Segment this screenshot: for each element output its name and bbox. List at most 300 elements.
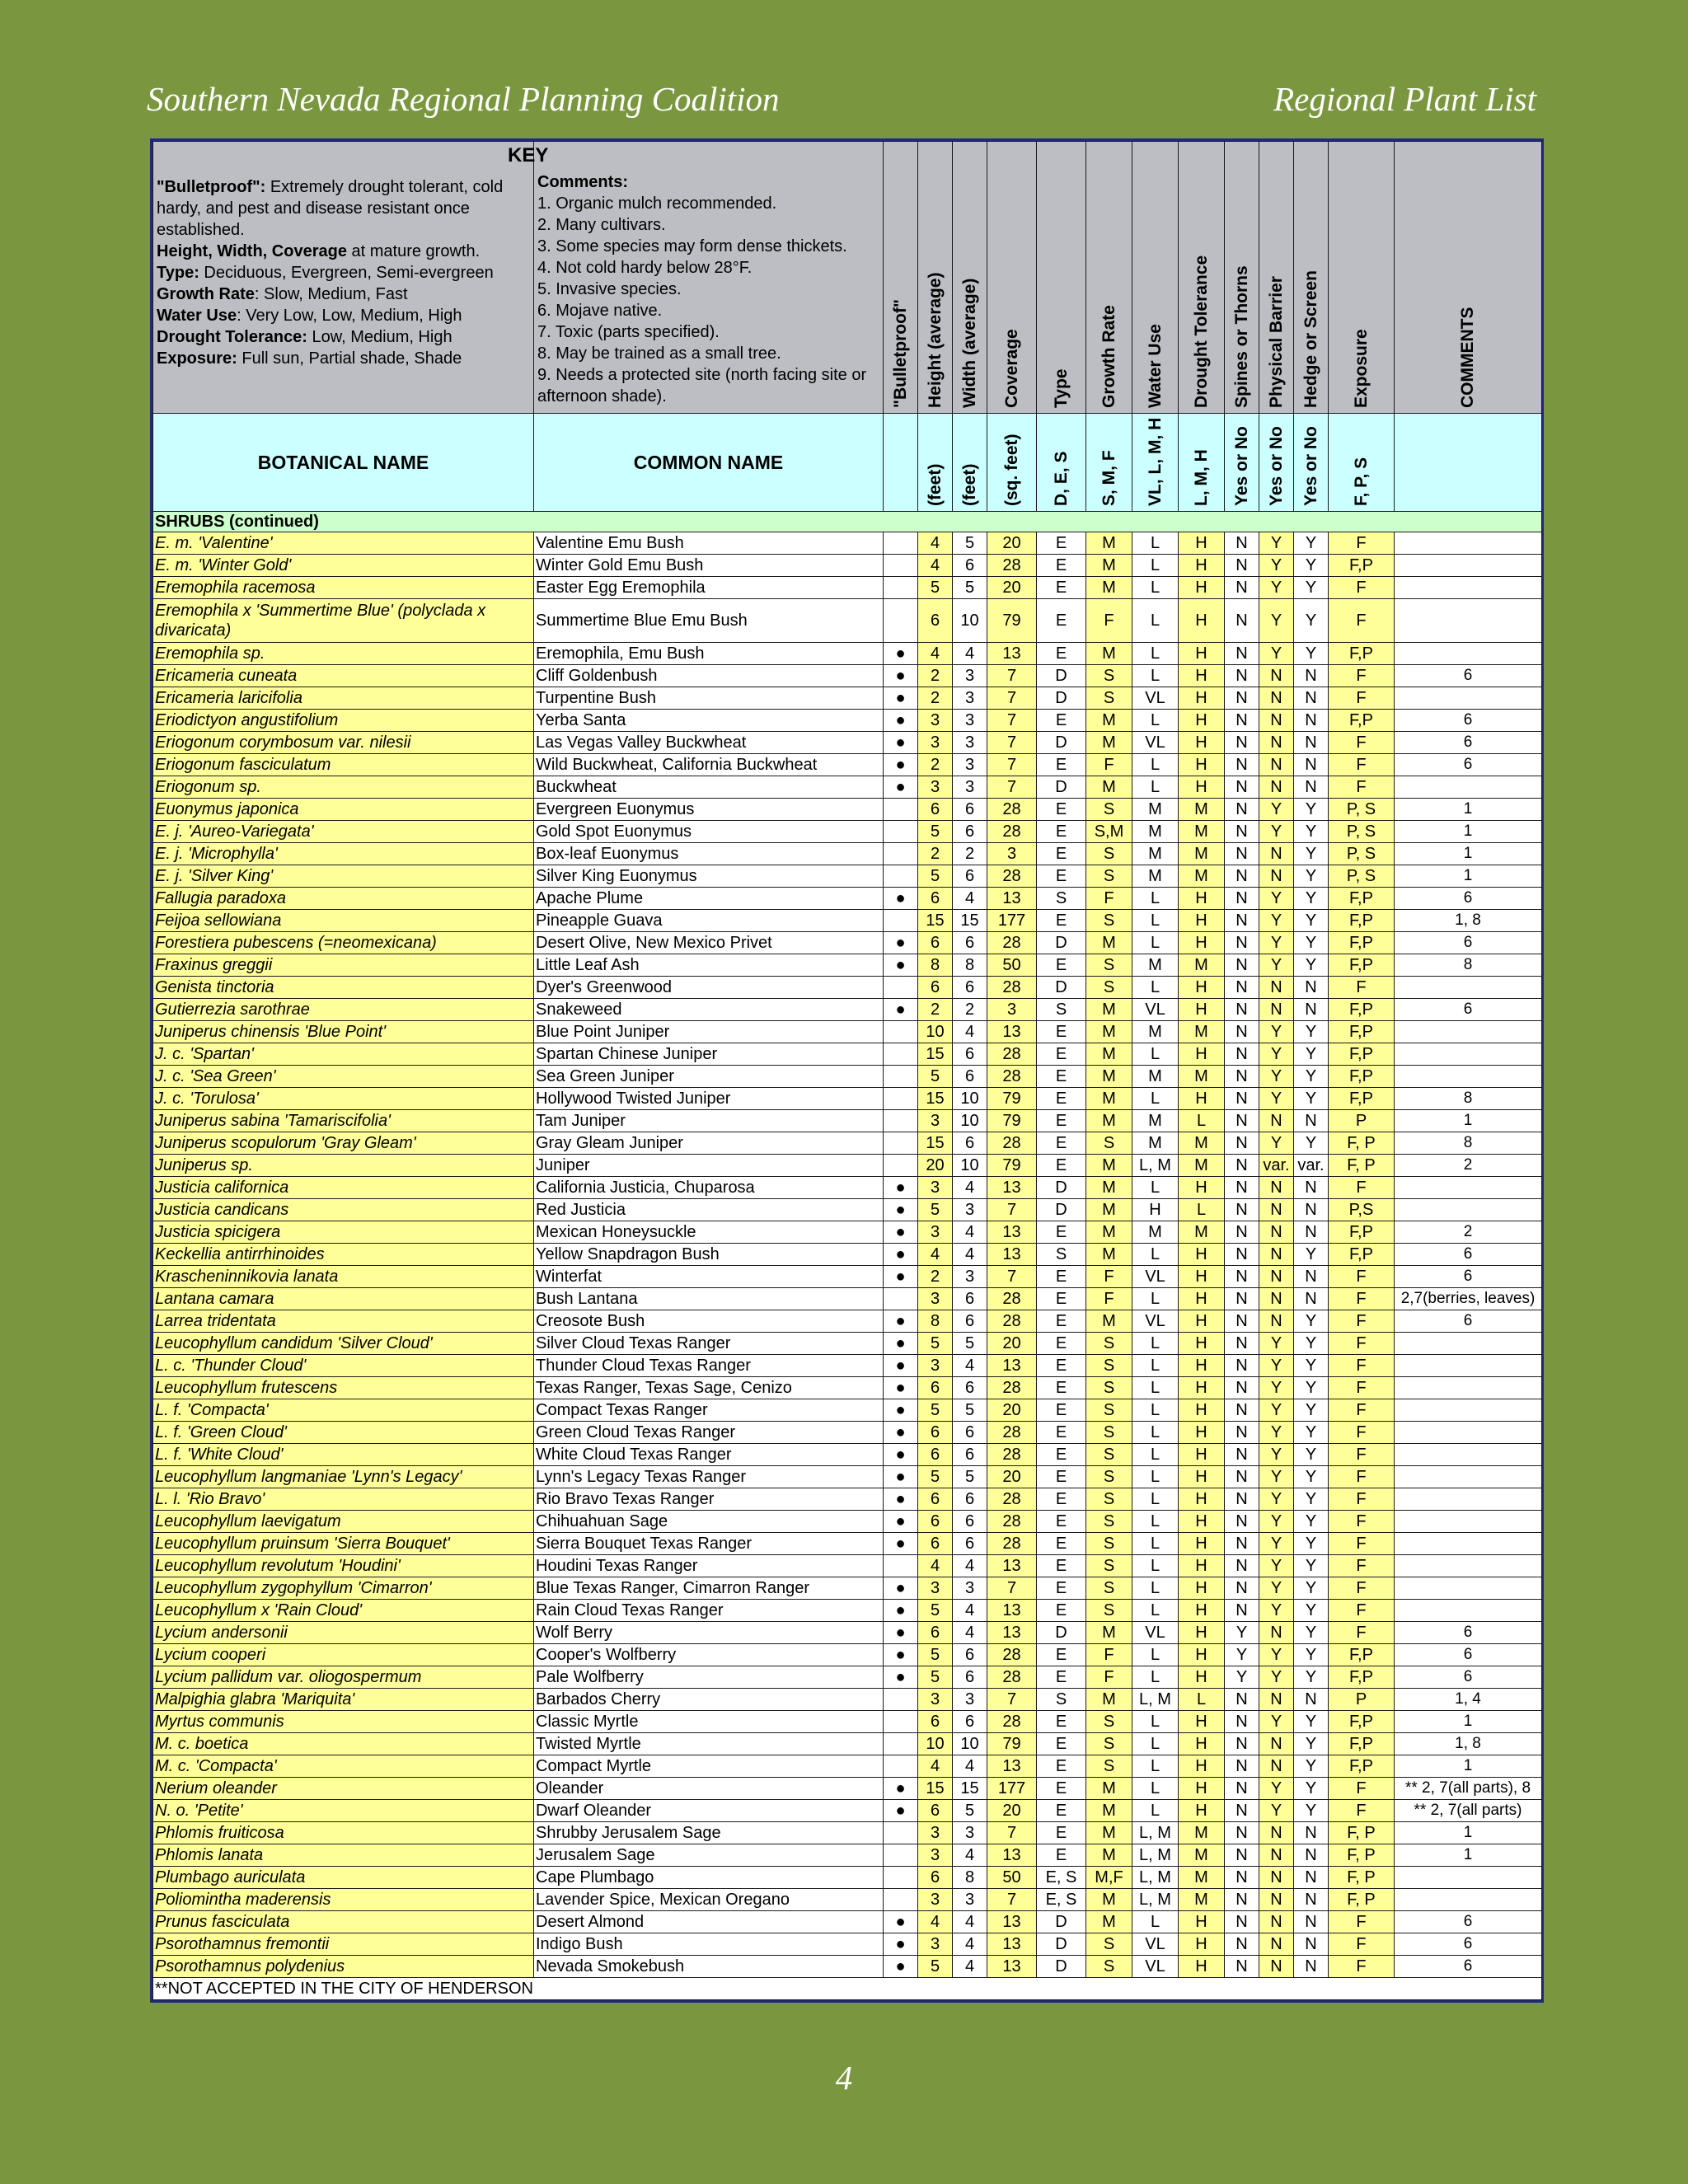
comments-cell <box>1395 1867 1542 1889</box>
spines-cell: N <box>1225 821 1259 843</box>
growth-rate-cell: S <box>1086 1422 1132 1444</box>
comments-cell: 2 <box>1395 1221 1542 1244</box>
drought-tolerance-cell: H <box>1179 1555 1225 1577</box>
hedge-cell: Y <box>1294 1088 1329 1110</box>
coverage-cell: 79 <box>987 1088 1037 1110</box>
water-use-cell: L <box>1132 1488 1179 1511</box>
table-row <box>153 665 1542 687</box>
height-cell: 3 <box>918 1221 953 1244</box>
coverage-cell: 20 <box>987 1800 1037 1822</box>
drought-tolerance-cell: H <box>1179 1600 1225 1622</box>
table-row <box>153 1466 1542 1488</box>
bulletproof-cell <box>884 977 918 999</box>
exposure-cell: P, S <box>1329 843 1395 865</box>
spines-cell: N <box>1225 732 1259 754</box>
type-cell: E <box>1037 1800 1086 1822</box>
spines-cell: N <box>1225 999 1259 1021</box>
comment-note: 9. Needs a protected site (north facing site or afternoon shade). <box>537 366 867 405</box>
growth-rate-cell: M <box>1086 1110 1132 1132</box>
botanical-name-cell: E. m. 'Winter Gold' <box>153 555 534 577</box>
drought-tolerance-cell: M <box>1179 1221 1225 1244</box>
type-cell: S <box>1037 999 1086 1021</box>
table-row <box>153 1533 1542 1555</box>
spines-cell: N <box>1225 1355 1259 1377</box>
exposure-cell: F <box>1329 1911 1395 1933</box>
exposure-cell: F,P <box>1329 932 1395 954</box>
width-cell: 6 <box>953 1644 987 1666</box>
botanical-name-cell: Genista tinctoria <box>153 977 534 999</box>
drought-tolerance-cell: H <box>1179 1333 1225 1355</box>
coverage-cell: 7 <box>987 776 1037 799</box>
exposure-cell: F <box>1329 1355 1395 1377</box>
coverage-cell: 7 <box>987 687 1037 710</box>
physical-barrier-cell: Y <box>1259 954 1294 977</box>
table-row <box>153 1244 1542 1266</box>
physical-barrier-cell: N <box>1259 665 1294 687</box>
table-row <box>153 1622 1542 1644</box>
spines-cell: N <box>1225 754 1259 776</box>
water-use-cell: L <box>1132 1666 1179 1689</box>
bulletproof-cell: ● <box>884 1666 918 1689</box>
hedge-cell: Y <box>1294 1333 1329 1355</box>
common-name-cell: Evergreen Euonymus <box>534 799 884 821</box>
comments-cell <box>1395 1511 1542 1533</box>
comment-note: 5. Invasive species. <box>537 280 682 298</box>
spines-cell: N <box>1225 1488 1259 1511</box>
bulletproof-cell <box>884 865 918 888</box>
width-cell: 4 <box>953 1177 987 1199</box>
exposure-cell: F <box>1329 1622 1395 1644</box>
type-cell: E <box>1037 1644 1086 1666</box>
hedge-cell: N <box>1294 1933 1329 1956</box>
height-cell: 15 <box>918 910 953 932</box>
water-use-cell: L, M <box>1132 1844 1179 1867</box>
coverage-cell: 13 <box>987 1622 1037 1644</box>
hedge-cell: Y <box>1294 865 1329 888</box>
exposure-cell: F,P <box>1329 1733 1395 1755</box>
table-row <box>153 754 1542 776</box>
hedge-cell: Y <box>1294 555 1329 577</box>
height-cell: 10 <box>918 1733 953 1755</box>
common-name-cell: Sierra Bouquet Texas Ranger <box>534 1533 884 1555</box>
spines-cell: N <box>1225 1399 1259 1422</box>
spines-cell: N <box>1225 1155 1259 1177</box>
common-name-cell: Snakeweed <box>534 999 884 1021</box>
growth-rate-cell: S,M <box>1086 821 1132 843</box>
width-cell: 5 <box>953 1333 987 1355</box>
table-row <box>153 1911 1542 1933</box>
growth-rate-cell: S <box>1086 1488 1132 1511</box>
bulletproof-cell: ● <box>884 754 918 776</box>
bulletproof-cell: ● <box>884 1377 918 1399</box>
common-name-cell: Shrubby Jerusalem Sage <box>534 1822 884 1844</box>
physical-barrier-cell: N <box>1259 977 1294 999</box>
table-row <box>153 687 1542 710</box>
table-row <box>153 1755 1542 1778</box>
hedge-cell: N <box>1294 999 1329 1021</box>
botanical-name-cell: N. o. 'Petite' <box>153 1800 534 1822</box>
key-title: KEY <box>508 144 549 166</box>
table-row <box>153 532 1542 555</box>
table-row <box>153 1800 1542 1822</box>
bulletproof-cell <box>884 1155 918 1177</box>
physical-barrier-cell: N <box>1259 1956 1294 1978</box>
botanical-name-cell: Juniperus sp. <box>153 1155 534 1177</box>
botanical-name-cell: L. l. 'Rio Bravo' <box>153 1488 534 1511</box>
width-cell: 6 <box>953 555 987 577</box>
hedge-cell: N <box>1294 1822 1329 1844</box>
table-row <box>153 799 1542 821</box>
bulletproof-cell: ● <box>884 1622 918 1644</box>
hedge-cell: N <box>1294 1288 1329 1310</box>
growth-rate-cell: M <box>1086 932 1132 954</box>
drought-tolerance-cell: H <box>1179 776 1225 799</box>
bulletproof-cell: ● <box>884 1244 918 1266</box>
coverage-cell: 13 <box>987 1355 1037 1377</box>
drought-tolerance-cell: H <box>1179 1444 1225 1466</box>
growth-rate-cell: M <box>1086 1778 1132 1800</box>
type-cell: D <box>1037 1177 1086 1199</box>
type-cell: E <box>1037 1488 1086 1511</box>
table-row <box>153 1778 1542 1800</box>
drought-label: Drought Tolerance: <box>157 328 307 346</box>
table-row <box>153 776 1542 799</box>
unit-barrier: Yes or No <box>1259 414 1294 512</box>
common-name-cell: Pineapple Guava <box>534 910 884 932</box>
height-cell: 20 <box>918 1155 953 1177</box>
water-use-cell: L <box>1132 1244 1179 1266</box>
type-cell: E <box>1037 1511 1086 1533</box>
width-cell: 6 <box>953 977 987 999</box>
common-name-cell: Red Justicia <box>534 1199 884 1221</box>
common-name-cell: Cooper's Wolfberry <box>534 1644 884 1666</box>
exposure-cell: F <box>1329 1533 1395 1555</box>
botanical-name-cell: Eremophila racemosa <box>153 577 534 599</box>
comments-cell <box>1395 1444 1542 1466</box>
common-name-cell: Blue Texas Ranger, Cimarron Ranger <box>534 1577 884 1600</box>
water-use-cell: L <box>1132 599 1179 643</box>
drought-tolerance-cell: H <box>1179 1288 1225 1310</box>
coverage-cell: 28 <box>987 1066 1037 1088</box>
hedge-cell: Y <box>1294 1733 1329 1755</box>
botanical-name-cell: Lycium andersonii <box>153 1622 534 1644</box>
botanical-name-cell: E. j. 'Microphylla' <box>153 843 534 865</box>
physical-barrier-cell: Y <box>1259 1132 1294 1155</box>
hedge-cell: Y <box>1294 1377 1329 1399</box>
coverage-cell: 13 <box>987 1177 1037 1199</box>
bulletproof-cell: ● <box>884 665 918 687</box>
unit-water: VL, L, M, H <box>1132 414 1179 512</box>
water-use-cell: L, M <box>1132 1889 1179 1911</box>
width-cell: 4 <box>953 1021 987 1043</box>
type-cell: E <box>1037 1755 1086 1778</box>
comments-cell: ** 2, 7(all parts), 8 <box>1395 1778 1542 1800</box>
comments-cell: 1 <box>1395 1822 1542 1844</box>
coverage-cell: 20 <box>987 1399 1037 1422</box>
exposure-cell: F <box>1329 1600 1395 1622</box>
hedge-cell: Y <box>1294 1511 1329 1533</box>
coverage-cell: 13 <box>987 1600 1037 1622</box>
height-cell: 2 <box>918 754 953 776</box>
exposure-cell: F <box>1329 776 1395 799</box>
exposure-cell: F <box>1329 1511 1395 1533</box>
drought-tolerance-cell: H <box>1179 1911 1225 1933</box>
spines-cell: N <box>1225 1177 1259 1199</box>
water-use-cell: L <box>1132 977 1179 999</box>
type-cell: E <box>1037 754 1086 776</box>
spines-cell: N <box>1225 1444 1259 1466</box>
table-row <box>153 1288 1542 1310</box>
width-cell: 5 <box>953 577 987 599</box>
botanical-name-cell: Phlomis lanata <box>153 1844 534 1867</box>
botanical-name-cell: Eremophila x 'Summertime Blue' (polyclada x divaricata) <box>153 599 534 643</box>
comments-cell: 6 <box>1395 1911 1542 1933</box>
exposure-cell: P, S <box>1329 865 1395 888</box>
botanical-name-cell: M. c. boetica <box>153 1733 534 1755</box>
exposure-cell: F <box>1329 1444 1395 1466</box>
drought-tolerance-cell: M <box>1179 1155 1225 1177</box>
width-cell: 8 <box>953 1867 987 1889</box>
botanical-name-cell: M. c. 'Compacta' <box>153 1755 534 1778</box>
table-row <box>153 1043 1542 1066</box>
growth-rate-cell: S <box>1086 1533 1132 1555</box>
bulletproof-cell: ● <box>884 1422 918 1444</box>
table-row <box>153 1221 1542 1244</box>
width-cell: 4 <box>953 1844 987 1867</box>
type-cell: E <box>1037 1555 1086 1577</box>
spines-cell: N <box>1225 1110 1259 1132</box>
spines-cell: N <box>1225 1244 1259 1266</box>
hedge-cell: N <box>1294 1689 1329 1711</box>
coverage-cell: 13 <box>987 1021 1037 1043</box>
height-cell: 5 <box>918 865 953 888</box>
exposure-cell: F, P <box>1329 1867 1395 1889</box>
height-cell: 4 <box>918 1911 953 1933</box>
growth-rate-cell: M <box>1086 1177 1132 1199</box>
drought-tolerance-cell: L <box>1179 1199 1225 1221</box>
common-name-cell: Tam Juniper <box>534 1110 884 1132</box>
type-cell: E, S <box>1037 1889 1086 1911</box>
height-cell: 6 <box>918 1511 953 1533</box>
drought-tolerance-cell: M <box>1179 954 1225 977</box>
type-cell: E <box>1037 1110 1086 1132</box>
botanical-name-cell: Nerium oleander <box>153 1778 534 1800</box>
common-name-cell: Green Cloud Texas Ranger <box>534 1422 884 1444</box>
physical-barrier-cell: N <box>1259 1266 1294 1288</box>
spines-cell: N <box>1225 1600 1259 1622</box>
coverage-cell: 7 <box>987 1889 1037 1911</box>
common-name-cell: Silver Cloud Texas Ranger <box>534 1333 884 1355</box>
water-use-cell: L <box>1132 1422 1179 1444</box>
spines-cell: N <box>1225 643 1259 665</box>
exposure-cell: F <box>1329 1377 1395 1399</box>
exposure-cell: F <box>1329 1577 1395 1600</box>
width-cell: 3 <box>953 1889 987 1911</box>
coverage-cell: 3 <box>987 843 1037 865</box>
table-row <box>153 555 1542 577</box>
table-row <box>153 1511 1542 1533</box>
water-use-cell: L <box>1132 665 1179 687</box>
width-cell: 15 <box>953 1778 987 1800</box>
coverage-cell: 13 <box>987 1911 1037 1933</box>
width-cell: 3 <box>953 754 987 776</box>
col-header-physical-barrier: Physical Barrier <box>1259 142 1294 414</box>
table-row <box>153 1600 1542 1622</box>
coverage-cell: 79 <box>987 599 1037 643</box>
table-row <box>153 1177 1542 1199</box>
coverage-cell: 28 <box>987 1132 1037 1155</box>
water-use-cell: L <box>1132 1755 1179 1778</box>
hedge-cell: N <box>1294 1867 1329 1889</box>
bulletproof-cell: ● <box>884 1199 918 1221</box>
hedge-cell: Y <box>1294 1800 1329 1822</box>
water-use-cell: L <box>1132 1733 1179 1755</box>
bulletproof-cell: ● <box>884 1511 918 1533</box>
type-cell: E <box>1037 1666 1086 1689</box>
height-cell: 8 <box>918 954 953 977</box>
col-header-hedge: Hedge or Screen <box>1294 142 1329 414</box>
common-name-cell: Indigo Bush <box>534 1933 884 1956</box>
table-row <box>153 1733 1542 1755</box>
common-name-cell: Hollywood Twisted Juniper <box>534 1088 884 1110</box>
table-row <box>153 1399 1542 1422</box>
width-cell: 10 <box>953 1110 987 1132</box>
spines-cell: N <box>1225 1867 1259 1889</box>
exposure-cell: F <box>1329 577 1395 599</box>
physical-barrier-cell: Y <box>1259 1577 1294 1600</box>
height-cell: 15 <box>918 1132 953 1155</box>
exposure-cell: F, P <box>1329 1132 1395 1155</box>
type-cell: E <box>1037 577 1086 599</box>
hedge-cell: Y <box>1294 1755 1329 1778</box>
water-use-cell: M <box>1132 1021 1179 1043</box>
drought-tolerance-cell: M <box>1179 1867 1225 1889</box>
physical-barrier-cell: N <box>1259 1177 1294 1199</box>
type-cell: E <box>1037 1333 1086 1355</box>
common-name-cell: Cliff Goldenbush <box>534 665 884 687</box>
physical-barrier-cell: N <box>1259 1911 1294 1933</box>
physical-barrier-cell: Y <box>1259 532 1294 555</box>
drought-tolerance-cell: M <box>1179 1132 1225 1155</box>
botanical-name-cell: Eriogonum sp. <box>153 776 534 799</box>
common-name-cell: Box-leaf Euonymus <box>534 843 884 865</box>
drought-tolerance-cell: H <box>1179 1466 1225 1488</box>
height-cell: 6 <box>918 888 953 910</box>
water-use-cell: VL <box>1132 1956 1179 1978</box>
spines-cell: N <box>1225 1689 1259 1711</box>
exposure-cell: F,P <box>1329 910 1395 932</box>
table-row <box>153 1377 1542 1399</box>
height-cell: 15 <box>918 1043 953 1066</box>
physical-barrier-cell: N <box>1259 1689 1294 1711</box>
coverage-cell: 28 <box>987 1644 1037 1666</box>
water-use-cell: M <box>1132 799 1179 821</box>
coverage-cell: 20 <box>987 532 1037 555</box>
water-use-cell: L <box>1132 577 1179 599</box>
table-row <box>153 1555 1542 1577</box>
physical-barrier-cell: Y <box>1259 1377 1294 1399</box>
comments-cell: 6 <box>1395 1956 1542 1978</box>
comments-cell <box>1395 1399 1542 1422</box>
growth-rate-cell: S <box>1086 954 1132 977</box>
height-cell: 5 <box>918 1644 953 1666</box>
comments-cell: 6 <box>1395 888 1542 910</box>
width-cell: 10 <box>953 1733 987 1755</box>
hedge-cell: Y <box>1294 799 1329 821</box>
physical-barrier-cell: N <box>1259 1822 1294 1844</box>
exposure-cell: F,P <box>1329 1666 1395 1689</box>
growth-rate-cell: S <box>1086 1755 1132 1778</box>
table-row <box>153 1577 1542 1600</box>
spines-cell: N <box>1225 1221 1259 1244</box>
hedge-cell: N <box>1294 1266 1329 1288</box>
bulletproof-cell: ● <box>884 1911 918 1933</box>
header-document-title: Regional Plant List <box>1273 80 1536 118</box>
height-cell: 4 <box>918 1244 953 1266</box>
spines-cell: N <box>1225 1933 1259 1956</box>
height-cell: 3 <box>918 1177 953 1199</box>
exposure-cell: F,P <box>1329 1221 1395 1244</box>
water-use-cell: L <box>1132 555 1179 577</box>
bulletproof-cell <box>884 599 918 643</box>
common-name-cell: Juniper <box>534 1155 884 1177</box>
botanical-name-cell: E. j. 'Silver King' <box>153 865 534 888</box>
physical-barrier-cell: Y <box>1259 821 1294 843</box>
spines-cell: N <box>1225 932 1259 954</box>
type-cell: E <box>1037 954 1086 977</box>
spines-cell: N <box>1225 687 1259 710</box>
hedge-cell: Y <box>1294 1533 1329 1555</box>
table-row <box>153 577 1542 599</box>
spines-cell: Y <box>1225 1622 1259 1644</box>
width-cell: 5 <box>953 532 987 555</box>
unit-exposure: F, P, S <box>1329 414 1395 512</box>
spines-cell: N <box>1225 1555 1259 1577</box>
width-cell: 3 <box>953 1199 987 1221</box>
bulletproof-cell <box>884 1555 918 1577</box>
hedge-cell: Y <box>1294 1422 1329 1444</box>
physical-barrier-cell: Y <box>1259 1399 1294 1422</box>
width-cell: 4 <box>953 1221 987 1244</box>
width-cell: 10 <box>953 1155 987 1177</box>
exposure-cell: F,P <box>1329 1244 1395 1266</box>
height-cell: 5 <box>918 1666 953 1689</box>
drought-tolerance-cell: L <box>1179 1110 1225 1132</box>
water-use-cell: M <box>1132 1221 1179 1244</box>
footnote: **NOT ACCEPTED IN THE CITY OF HENDERSON <box>153 1978 1542 2000</box>
common-name-cell: Wild Buckwheat, California Buckwheat <box>534 754 884 776</box>
physical-barrier-cell: Y <box>1259 1066 1294 1088</box>
bulletproof-cell: ● <box>884 1355 918 1377</box>
spines-cell: N <box>1225 1333 1259 1355</box>
growth-rate-cell: S <box>1086 1933 1132 1956</box>
spines-cell: Y <box>1225 1666 1259 1689</box>
growth-rate-cell: F <box>1086 1644 1132 1666</box>
water-use-cell: L <box>1132 1043 1179 1066</box>
growth-rate-cell: S <box>1086 1132 1132 1155</box>
comments-cell: 8 <box>1395 954 1542 977</box>
botanical-name-cell: Malpighia glabra 'Mariquita' <box>153 1689 534 1711</box>
water-use-cell: L <box>1132 888 1179 910</box>
height-cell: 3 <box>918 1933 953 1956</box>
height-cell: 3 <box>918 1577 953 1600</box>
physical-barrier-cell: Y <box>1259 1088 1294 1110</box>
drought-tolerance-cell: H <box>1179 1666 1225 1689</box>
type-cell: E <box>1037 1422 1086 1444</box>
growth-rate-cell: M <box>1086 555 1132 577</box>
width-cell: 4 <box>953 1600 987 1622</box>
exposure-cell: F, P <box>1329 1822 1395 1844</box>
